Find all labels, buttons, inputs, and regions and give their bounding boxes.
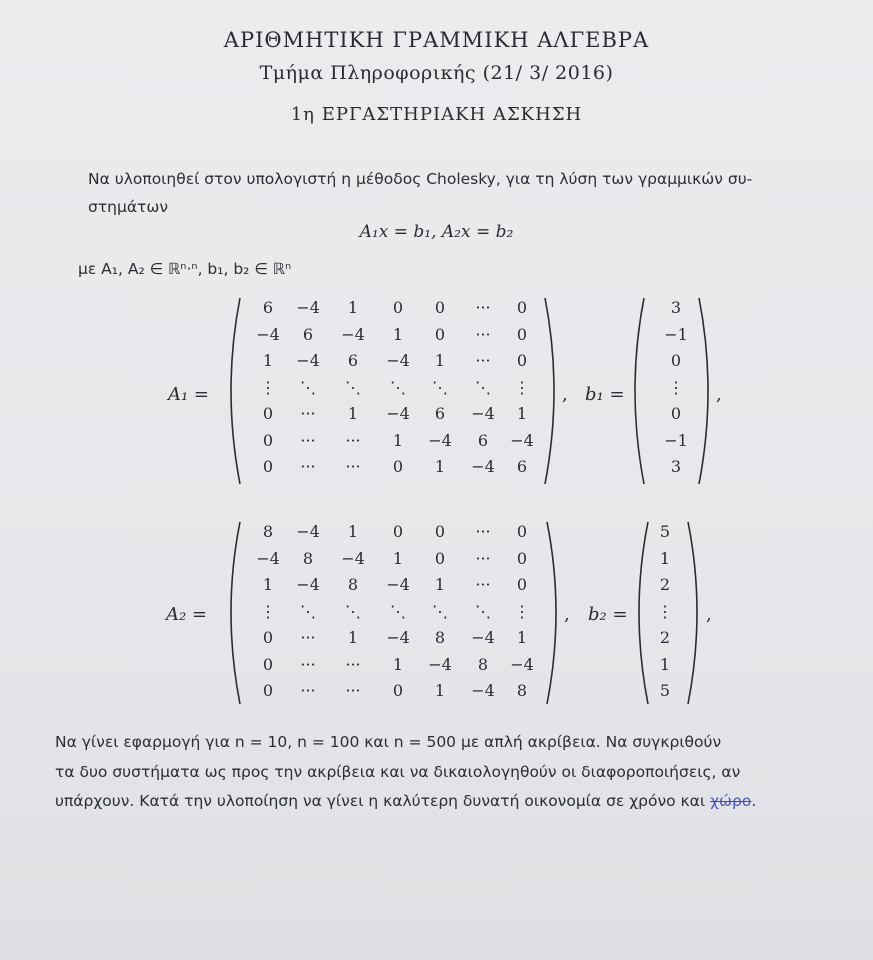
A2-cell-r3-c1: ⋱ [300,601,316,621]
A2-cell-r0-c1: −4 [296,522,320,541]
A1-cell-r2-c6: 0 [516,351,528,370]
A2-cell-r6-c1: ··· [300,681,316,700]
A1-cell-r6-c0: 0 [262,457,274,476]
conclusion-line-2: τα δυο συστήματα ως προς την ακρίβεια και να δικαιολογηθούν οι διαφοροποιήσεις, αν [55,763,741,781]
A1-cell-r6-c1: ··· [300,457,316,476]
b2-left-paren [639,522,648,704]
A2-cell-r4-c1: ··· [300,628,316,647]
A1-cell-r3-c3: ⋱ [390,377,406,397]
A1-cell-r3-c1: ⋱ [300,377,316,397]
A1-cell-r4-c3: −4 [386,404,410,423]
A2-cell-r2-c2: 8 [347,575,359,594]
A2-cell-r0-c0: 8 [262,522,274,541]
A1-cell-r2-c0: 1 [262,351,274,370]
b2-entry-2: 2 [659,575,671,594]
end-comma-2: , [706,604,712,625]
A2-cell-r2-c1: −4 [296,575,320,594]
A1-cell-r0-c6: 0 [516,298,528,317]
A2-cell-r2-c4: 1 [434,575,446,594]
A1-cell-r5-c3: 1 [392,430,404,450]
A1-cell-r4-c0: 0 [262,404,274,423]
A2-cell-r1-c2: −4 [341,548,365,568]
A1-left-paren [231,298,240,484]
A2-cell-r3-c6: ⋮ [514,601,530,621]
A2-cell-r6-c3: 0 [392,681,404,700]
A2-cell-r3-c4: ⋱ [432,601,448,621]
A2-cell-r0-c6: 0 [516,522,528,541]
separator-comma-2: , [564,604,570,625]
A2-cell-r3-c2: ⋱ [345,601,361,621]
conclusion-line-1: Να γίνει εφαρμογή για n = 10, n = 100 και n = 500 με απλή ακρίβεια. Να συγκριθούν [55,733,722,751]
A1-cell-r4-c6: 1 [516,404,528,423]
intro-line-2: στημάτων [88,198,169,216]
A1-cell-r6-c5: −4 [471,457,495,476]
A1-cell-r6-c4: 1 [434,457,446,476]
A2-cell-r4-c2: 1 [347,628,359,647]
b1-entry-6: 3 [670,457,682,476]
A1-cell-r1-c1: 6 [302,324,314,344]
A2-cell-r6-c2: ··· [345,681,361,700]
exercise-heading: 1η ΕΡΓΑΣΤΗΡΙΑΚΗ ΑΣΚΗΣΗ [290,104,583,125]
A2-cell-r2-c0: 1 [262,575,274,594]
b1-left-paren [635,298,644,484]
A2-cell-r5-c6: −4 [510,654,534,674]
A2-cell-r1-c4: 0 [434,548,446,568]
b2-right-paren [688,522,697,704]
b1-entry-3: ⋮ [668,377,684,397]
conclusion-line-3 [55,792,845,810]
A2-cell-r1-c6: 0 [516,548,528,568]
A2-cell-r5-c4: −4 [428,654,452,674]
A1-cell-r0-c2: 1 [347,298,359,317]
label-b2: b₂ = [588,604,628,625]
A1-cell-r6-c2: ··· [345,457,361,476]
A2-cell-r2-c3: −4 [386,575,410,594]
A1-cell-r2-c1: −4 [296,351,320,370]
A1-cell-r0-c5: ··· [475,298,491,317]
A2-cell-r6-c4: 1 [434,681,446,700]
b1-entry-2: 0 [670,351,682,370]
A1-cell-r6-c6: 6 [516,457,528,476]
A1-cell-r4-c1: ··· [300,404,316,423]
b2-entry-4: 2 [659,628,671,647]
A1-cell-r2-c5: ··· [475,351,491,370]
A2-cell-r5-c3: 1 [392,654,404,674]
A2-cell-r4-c0: 0 [262,628,274,647]
A2-cell-r1-c0: −4 [256,548,280,568]
A2-cell-r1-c5: ··· [475,548,491,568]
A2-cell-r2-c5: ··· [475,575,491,594]
separator-comma-1: , [562,384,568,405]
A2-left-paren [231,522,240,704]
A1-cell-r3-c2: ⋱ [345,377,361,397]
A1-cell-r0-c3: 0 [392,298,404,317]
label-A1: A₁ = [168,384,210,405]
A2-cell-r1-c3: 1 [392,548,404,568]
label-A2: A₂ = [166,604,208,625]
b1-right-paren [699,298,708,484]
A1-cell-r4-c5: −4 [471,404,495,423]
department-date: Τμήμα Πληροφορικής (21/ 3/ 2016) [259,62,614,84]
b2-entry-1: 1 [659,548,671,568]
b1-entry-4: 0 [670,404,682,423]
A1-cell-r3-c0: ⋮ [260,377,276,397]
A1-cell-r3-c5: ⋱ [475,377,491,397]
A2-cell-r0-c3: 0 [392,522,404,541]
A2-cell-r5-c5: 8 [477,654,489,674]
b1-entry-5: −1 [664,430,688,450]
course-title: ΑΡΙΘΜΗΤΙΚΗ ΓΡΑΜΜΙΚΗ ΑΛΓΕΒΡΑ [223,28,650,52]
A1-cell-r5-c2: ··· [345,430,361,450]
b1-entry-0: 3 [670,298,682,317]
A1-cell-r1-c2: −4 [341,324,365,344]
A1-cell-r1-c3: 1 [392,324,404,344]
label-b1: b₁ = [585,384,625,405]
A2-cell-r5-c0: 0 [262,654,274,674]
A2-cell-r4-c6: 1 [516,628,528,647]
A2-cell-r6-c0: 0 [262,681,274,700]
A1-cell-r1-c5: ··· [475,324,491,344]
systems-equation: A₁x = b₁, A₂x = b₂ [359,222,514,242]
A1-cell-r2-c3: −4 [386,351,410,370]
A2-cell-r0-c4: 0 [434,522,446,541]
A1-cell-r4-c4: 6 [434,404,446,423]
A1-cell-r5-c0: 0 [262,430,274,450]
b2-entry-0: 5 [659,522,671,541]
end-comma-1: , [716,384,722,405]
A1-right-paren [545,298,554,484]
conclusion-line-3-text: υπάρχουν. Κατά την υλοποίηση να γίνει η καλύτερη δυνατή οικονομία σε χρόνο και [55,792,706,810]
intro-line-1: Να υλοποιηθεί στον υπολογιστή η μέθοδος Cholesky, για τη λύση των γραμμικών συ- [88,170,753,188]
A2-cell-r0-c5: ··· [475,522,491,541]
A1-cell-r0-c4: 0 [434,298,446,317]
final-period: . [751,792,757,810]
A1-cell-r6-c3: 0 [392,457,404,476]
b2-entry-6: 5 [659,681,671,700]
b2-entry-5: 1 [659,654,671,674]
A2-cell-r4-c3: −4 [386,628,410,647]
membership-condition: με A₁, A₂ ∈ ℝⁿ·ⁿ, b₁, b₂ ∈ ℝⁿ [78,260,292,278]
A1-cell-r1-c6: 0 [516,324,528,344]
A1-cell-r5-c1: ··· [300,430,316,450]
A2-right-paren [547,522,556,704]
A2-cell-r3-c5: ⋱ [475,601,491,621]
A1-cell-r1-c0: −4 [256,324,280,344]
A2-cell-r5-c1: ··· [300,654,316,674]
A1-cell-r5-c6: −4 [510,430,534,450]
A1-cell-r1-c4: 0 [434,324,446,344]
A2-cell-r4-c4: 8 [434,628,446,647]
A2-cell-r6-c6: 8 [516,681,528,700]
A2-cell-r3-c3: ⋱ [390,601,406,621]
A1-cell-r4-c2: 1 [347,404,359,423]
A2-cell-r1-c1: 8 [302,548,314,568]
A2-cell-r5-c2: ··· [345,654,361,674]
A2-cell-r3-c0: ⋮ [260,601,276,621]
A1-cell-r3-c6: ⋮ [514,377,530,397]
A2-cell-r4-c5: −4 [471,628,495,647]
A2-cell-r2-c6: 0 [516,575,528,594]
A1-cell-r0-c1: −4 [296,298,320,317]
A1-cell-r5-c5: 6 [477,430,489,450]
A1-cell-r2-c2: 6 [347,351,359,370]
A2-cell-r6-c5: −4 [471,681,495,700]
b2-entry-3: ⋮ [657,601,673,621]
A2-cell-r0-c2: 1 [347,522,359,541]
A1-cell-r0-c0: 6 [262,298,274,317]
A1-cell-r5-c4: −4 [428,430,452,450]
struck-word: χώρο [710,792,752,810]
A1-cell-r2-c4: 1 [434,351,446,370]
b1-entry-1: −1 [664,324,688,344]
A1-cell-r3-c4: ⋱ [432,377,448,397]
